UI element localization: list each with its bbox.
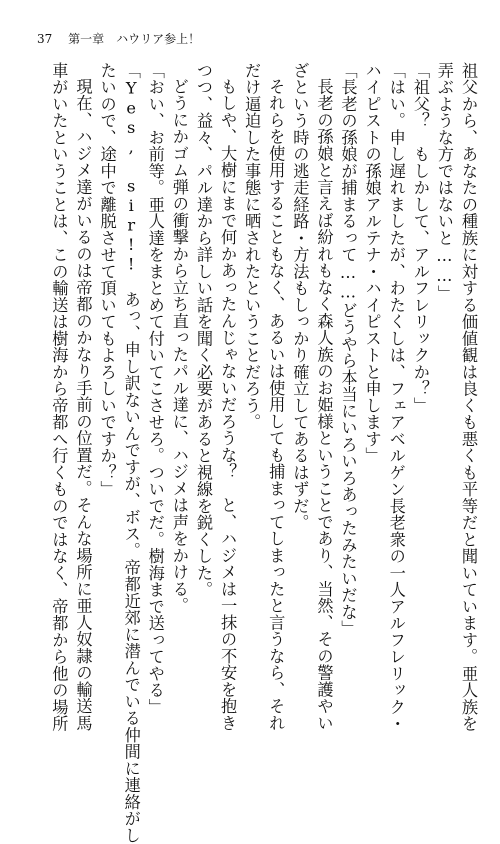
text-line: 「おい、お前等。亜人達をまとめて付いてこさせろ。ついでだ。樹海まで送ってやる」 (145, 62, 165, 716)
text-line: 車がいたということは、この輸送は樹海から帝都へ行くものではなく、帝都から他の場所 (49, 62, 69, 732)
text-line: それらを使用することもなく、あるいは使用しても捕まってしまったと言うなら、それ (266, 78, 286, 732)
text-line: ざという時の逃走経路・方法もしっかり確立してあるはずだ。 (290, 62, 310, 531)
text-line: 現在、ハジメ達がいるのは帝都のかなり手前の位置だ。そんな場所に亜人奴隷の輸送馬 (73, 78, 93, 732)
text-line: ハイピストの孫娘アルテナ・ハイピストと申します」 (362, 62, 382, 464)
text-line: もしや、大樹にまで何かあったんじゃないだろうな？ と、ハジメは一抹の不安を抱き (218, 78, 238, 732)
text-line: 「Yes, sir!! あっ、申し訳ないんですが、ボス。帝都近郊に潜んでいる仲間に連絡がし (121, 62, 141, 844)
text-line: 祖父から、あなたの種族に対する価値観は良くも悪くも平等だと聞いています。亜人族を (459, 62, 478, 732)
text-line: 長老の孫娘と言えば紛れもなく森人族のお姫様ということであり、当然、その警護やい (314, 78, 334, 732)
text-line: 弄ぶような方ではないと……」 (434, 62, 454, 303)
text-line: 「長老の孫娘が捕まるって……どうやら本当にいろいろあったみたいだな」 (338, 62, 358, 638)
page-header (37, 32, 200, 46)
chapter-title: 第一章 ハウリア参上！ (68, 32, 201, 46)
text-line: たいので、途中で離脱させて頂いてもよろしいですか？」 (97, 62, 117, 498)
text-line: 「はい。申し遅れましたが、わたくしは、フェアベルゲン長老衆の一人アルフレリック・ (386, 62, 406, 732)
body-text (46, 62, 480, 844)
text-line: だけ逼迫した事態に晒されたということだろう。 (242, 62, 262, 431)
text-line: どうにかゴム弾の衝撃から立ち直ったパル達に、ハジメは声をかける。 (169, 78, 189, 615)
text-line: つつ、益々、パル達から詳しい話を聞く必要があると視線を鋭くした。 (193, 62, 213, 598)
text-line: 「祖父？ もしかして、アルフレリックか？」 (410, 62, 430, 414)
page-number: 37 (37, 32, 53, 46)
